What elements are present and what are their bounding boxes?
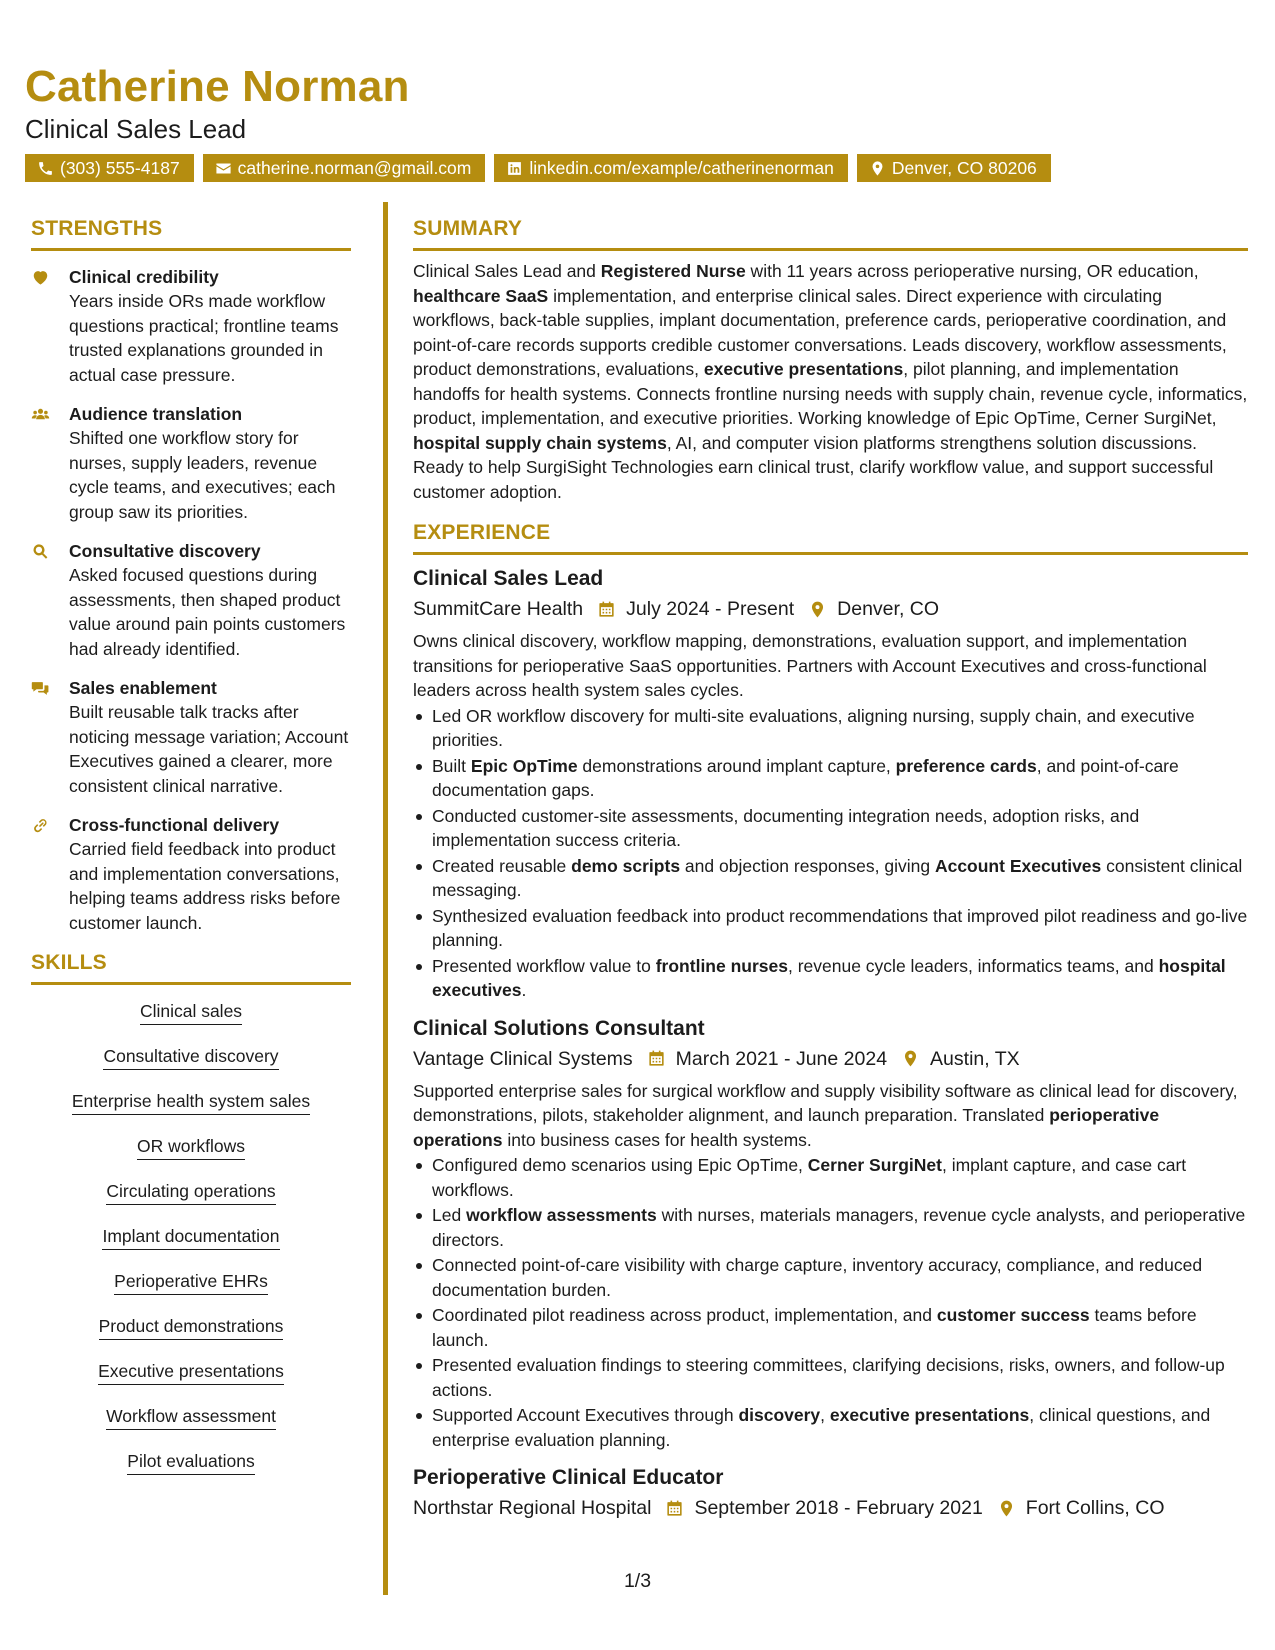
strength-item — [31, 402, 351, 524]
candidate-name: Catherine Norman — [25, 62, 410, 111]
link-icon — [31, 816, 50, 835]
job-bullets — [413, 704, 1248, 1003]
list-item: Connected point-of-care visibility with charge capture, inventory accuracy, compliance, and reduced documentation burden. — [413, 1253, 1248, 1302]
list-item: Conducted customer-site assessments, documenting integration needs, adoption risks, and implementation success criteria. — [413, 804, 1248, 853]
skill-item: Workflow assessment — [106, 1404, 276, 1430]
skill-item: Product demonstrations — [99, 1314, 284, 1340]
contact-email[interactable] — [203, 154, 486, 182]
email-text: catherine.norman@gmail.com — [237, 158, 472, 178]
calendar-icon — [597, 600, 616, 619]
strength-item — [31, 539, 351, 661]
job-entry — [413, 1464, 1248, 1522]
map-pin-icon — [997, 1499, 1016, 1518]
list-item: Led OR workflow discovery for multi-site evaluations, aligning nursing, supply chain, and executive priorities. — [413, 704, 1248, 753]
job-title: Clinical Solutions Consultant — [413, 1016, 705, 1040]
strengths-list — [31, 265, 351, 935]
page-number: 1/3 — [623, 1570, 652, 1592]
comments-icon — [31, 679, 50, 698]
search-icon — [31, 542, 50, 561]
linkedin-icon — [506, 160, 523, 177]
summary-heading: SUMMARY — [413, 216, 1248, 251]
strength-title: Audience translation — [69, 404, 243, 424]
skill-item: Executive presentations — [98, 1359, 284, 1385]
strength-desc: Years inside ORs made workflow questions practical; frontline teams trusted explanations grounded in actual case pressure. — [69, 291, 339, 385]
skill-item: Enterprise health system sales — [72, 1089, 310, 1115]
phone-icon — [37, 160, 54, 177]
right-column — [413, 216, 1248, 1528]
map-pin-icon — [901, 1049, 920, 1068]
job-title: Perioperative Clinical Educator — [413, 1466, 724, 1489]
skill-item: Pilot evaluations — [127, 1449, 254, 1475]
strength-title: Sales enablement — [69, 678, 217, 698]
job-meta — [413, 1494, 1248, 1522]
phone-text: (303) 555-4187 — [60, 158, 180, 178]
list-item: Presented workflow value to frontline nurses, revenue cycle leaders, informatics teams, and hospital executives. — [413, 954, 1248, 1003]
contact-bar — [25, 154, 1250, 182]
contact-location — [857, 154, 1051, 182]
job-description: Supported enterprise sales for surgical workflow and supply visibility software as clinical lead for discovery, demonstrations, pilots, stakeholder alignment, and launch preparation. Translated perioperative operations into business cases for health systems. — [413, 1080, 1238, 1150]
map-pin-icon — [869, 160, 886, 177]
job-location: Fort Collins, CO — [1025, 1497, 1165, 1519]
calendar-icon — [665, 1499, 684, 1518]
job-entry — [413, 565, 1248, 1003]
job-bullets — [413, 1153, 1248, 1452]
skill-item: Perioperative EHRs — [114, 1269, 268, 1295]
summary-text: Clinical Sales Lead and Registered Nurse with 11 years across perioperative nursing, OR education, healthcare SaaS implementation, and enterprise clinical sales. Direct experience with circulating workflows, back-table supplies, implant documentation, preference cards, perioperative coordination, and point-of-care records supports credible customer conversations. Leads discovery, workflow assessments, product demonstrations, evaluations, executive presentations, pilot planning, and implementation handoffs for health systems. Connects frontline nursing needs with supply chain, revenue cycle, informatics, product, implementation, and executive priorities. Working knowledge of Epic OpTime, Cerner SurgiNet, hospital supply chain systems, AI, and computer vision platforms strengthens solution discussions. Ready to help SurgiSight Technologies earn clinical trust, clarify workflow value, and support successful customer adoption. — [413, 261, 1248, 502]
list-item: Created reusable demo scripts and objection responses, giving Account Executives consistent clinical messaging. — [413, 854, 1248, 903]
candidate-title: Clinical Sales Lead — [25, 114, 247, 144]
job-company: SummitCare Health — [413, 598, 584, 620]
heart-icon — [31, 268, 50, 287]
strength-desc: Carried field feedback into product and implementation conversations, helping teams address risks before customer launch. — [69, 839, 341, 933]
job-location: Austin, TX — [930, 1047, 1020, 1070]
map-pin-icon — [808, 600, 827, 619]
strength-desc: Asked focused questions during assessments, then shaped product value around pain points customers had already identified. — [69, 565, 346, 659]
job-title: Clinical Sales Lead — [413, 567, 604, 590]
job-meta — [413, 595, 1248, 623]
job-location: Denver, CO — [837, 598, 940, 620]
users-icon — [31, 405, 50, 424]
strengths-heading: STRENGTHS — [31, 216, 351, 251]
list-item: Configured demo scenarios using Epic OpTime, Cerner SurgiNet, implant capture, and case cart workflows. — [413, 1153, 1248, 1202]
list-item: Synthesized evaluation feedback into product recommendations that improved pilot readiness and go-live planning. — [413, 904, 1248, 953]
job-company: Northstar Regional Hospital — [413, 1497, 652, 1519]
list-item: Supported Account Executives through discovery, executive presentations, clinical questions, and enterprise evaluation planning. — [413, 1403, 1248, 1452]
strength-item — [31, 265, 351, 387]
strength-item — [31, 676, 351, 798]
job-company: Vantage Clinical Systems — [413, 1047, 633, 1070]
resume-header — [25, 62, 1250, 182]
linkedin-text: linkedin.com/example/catherinenorman — [529, 158, 834, 178]
contact-linkedin[interactable] — [494, 154, 847, 182]
list-item: Coordinated pilot readiness across product, implementation, and customer success teams before launch. — [413, 1303, 1248, 1352]
strength-title: Consultative discovery — [69, 541, 261, 561]
strength-desc: Shifted one workflow story for nurses, supply leaders, revenue cycle teams, and executives; each group saw its priorities. — [69, 428, 336, 522]
list-item: Led workflow assessments with nurses, materials managers, revenue cycle analysts, and perioperative directors. — [413, 1203, 1248, 1252]
contact-phone[interactable] — [25, 154, 194, 182]
skills-heading: SKILLS — [31, 950, 351, 985]
job-meta — [413, 1045, 1248, 1073]
skill-item: Circulating operations — [106, 1179, 275, 1205]
job-dates: September 2018 - February 2021 — [694, 1497, 983, 1519]
strength-title: Clinical credibility — [69, 267, 219, 287]
envelope-icon — [215, 160, 232, 177]
skill-item: OR workflows — [137, 1134, 245, 1160]
job-description: Owns clinical discovery, workflow mapping, demonstrations, evaluation support, and implementation transitions for perioperative SaaS opportunities. Partners with Account Executives and cross-functional leaders across health system sales cycles. — [413, 631, 1207, 700]
strength-desc: Built reusable talk tracks after noticing message variation; Account Executives gained a clearer, more consistent clinical narrative. — [69, 702, 349, 796]
strength-item — [31, 813, 351, 935]
strength-title: Cross-functional delivery — [69, 815, 280, 835]
list-item: Presented evaluation findings to steering committees, clarifying decisions, risks, owners, and follow-up actions. — [413, 1353, 1248, 1402]
skill-item: Implant documentation — [102, 1224, 279, 1250]
column-divider — [383, 202, 388, 1595]
job-dates: July 2024 - Present — [626, 598, 795, 620]
skill-item: Clinical sales — [140, 999, 242, 1025]
experience-heading: EXPERIENCE — [413, 520, 1248, 555]
job-dates: March 2021 - June 2024 — [675, 1047, 888, 1070]
location-text: Denver, CO 80206 — [891, 158, 1037, 178]
list-item: Built Epic OpTime demonstrations around implant capture, preference cards, and point-of-care documentation gaps. — [413, 754, 1248, 803]
left-column — [31, 216, 351, 1494]
skills-list — [31, 999, 351, 1494]
job-entry — [413, 1015, 1248, 1453]
skill-item: Consultative discovery — [103, 1044, 278, 1070]
calendar-icon — [647, 1049, 666, 1068]
